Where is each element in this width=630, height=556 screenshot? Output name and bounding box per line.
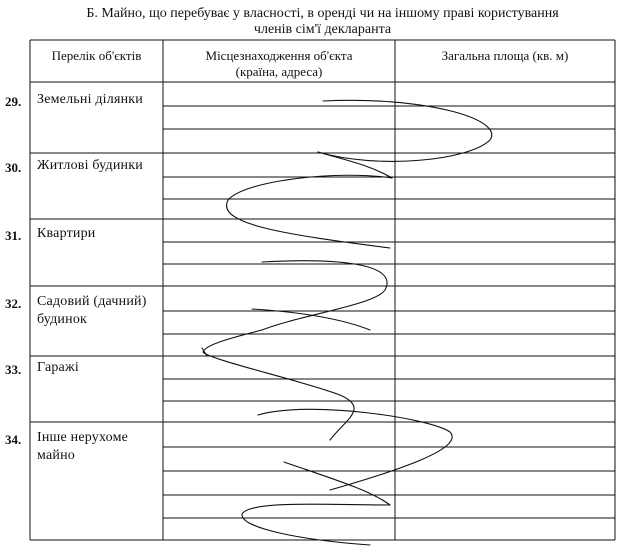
row-label-houses: Житлові будинки	[37, 158, 143, 173]
header-object-list: Перелік об'єктів	[51, 48, 142, 63]
row-number-31: 31.	[5, 228, 22, 243]
header-location-line1: Місцезнаходження об'єкта	[205, 48, 353, 63]
row-number-29: 29.	[5, 94, 22, 109]
row-label-garden-house-line2: будинок	[37, 312, 88, 327]
row-label-garden-house-line1: Садовий (дачний)	[37, 294, 147, 309]
row-label-apartments: Квартири	[37, 226, 96, 241]
row-label-land-plots: Земельні ділянки	[37, 92, 143, 107]
section-title: Б. Майно, що перебуває у власності, в оренді чи на іншому праві користування	[86, 6, 559, 21]
row-label-other-real-estate-line2: майно	[37, 448, 75, 463]
row-label-other-real-estate-line1: Інше нерухоме	[37, 430, 129, 445]
row-number-32: 32.	[5, 296, 22, 311]
header-location-line2: (країна, адреса)	[235, 64, 323, 79]
header-total-area: Загальна площа (кв. м)	[441, 48, 569, 63]
row-number-33: 33.	[5, 362, 22, 377]
section-subtitle: членів сім'ї декларанта	[253, 22, 392, 37]
row-number-30: 30.	[5, 160, 22, 175]
row-number-34: 34.	[5, 432, 22, 447]
row-label-garages: Гаражі	[37, 360, 79, 375]
